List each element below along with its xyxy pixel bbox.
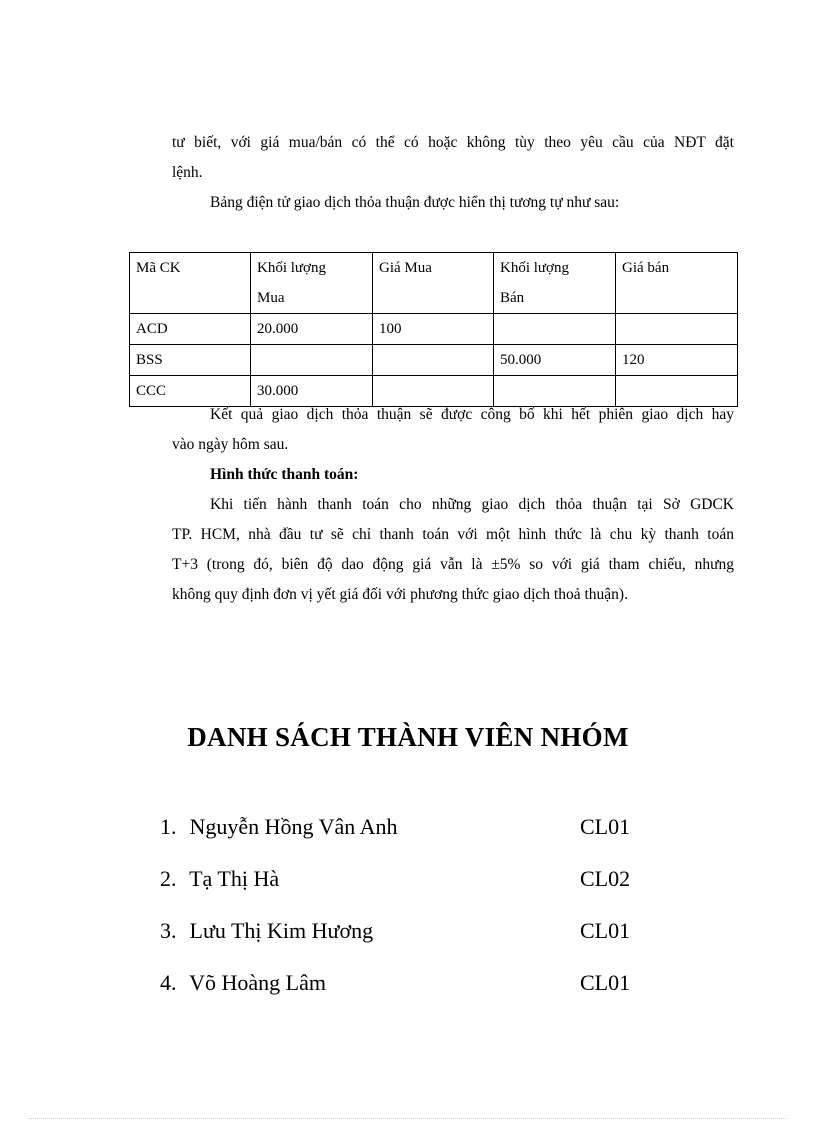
trading-board-table: [129, 252, 738, 407]
member-class: CL02: [580, 866, 631, 891]
members-heading: DANH SÁCH THÀNH VIÊN NHÓM: [187, 722, 629, 752]
payment-line-3: T+3 (trong đó, biên độ dao động giá vẫn là ±5% so với giá tham chiếu, nhưng: [172, 556, 734, 573]
table-row: [130, 314, 738, 345]
page-bottom-divider: [28, 1118, 788, 1119]
payment-line-4: không quy định đơn vị yết giá đối với phương thức giao dịch thoả thuận).: [172, 586, 628, 603]
intro-paragraph: [172, 128, 734, 218]
header-cell: Giá Mua: [373, 253, 494, 314]
table-cell: 30.000: [251, 376, 373, 407]
table-cell: CCC: [130, 376, 251, 407]
member-name: Tạ Thị Hà: [189, 866, 280, 891]
intro-line-2: lệnh.: [172, 164, 203, 181]
list-item: [160, 915, 680, 947]
table-cell: 50.000: [494, 345, 616, 376]
list-item: [160, 811, 680, 843]
table-cell: 20.000: [251, 314, 373, 345]
table-cell: [494, 314, 616, 345]
table-cell: [251, 345, 373, 376]
member-class: CL01: [580, 918, 631, 943]
result-line-2: vào ngày hôm sau.: [172, 436, 289, 453]
payment-line-2: TP. HCM, nhà đầu tư sẽ chỉ thanh toán với một hình thức là chu kỳ thanh toán: [172, 526, 734, 543]
list-item: [160, 967, 680, 999]
table-cell: [616, 314, 738, 345]
list-item: [160, 863, 680, 895]
table-row: [130, 345, 738, 376]
member-name: Lưu Thị Kim Hương: [189, 918, 374, 943]
result-paragraph: [172, 400, 734, 460]
intro-line-1: tư biết, với giá mua/bán có thể có hoặc không tùy theo yêu cầu của NĐT đặt: [172, 134, 734, 151]
table-cell: 120: [616, 345, 738, 376]
header-cell: Khối lượng Bán: [494, 253, 616, 314]
table-cell: [373, 345, 494, 376]
member-number: 1.: [160, 814, 177, 839]
member-class: CL01: [580, 814, 631, 839]
table-cell: ACD: [130, 314, 251, 345]
member-name: Nguyễn Hồng Vân Anh: [189, 814, 398, 839]
member-number: 3.: [160, 918, 177, 943]
header-cell: Khối lượng Mua: [251, 253, 373, 314]
table-cell: BSS: [130, 345, 251, 376]
header-cell: Mã CK: [130, 253, 251, 314]
payment-title: Hình thức thanh toán:: [210, 466, 359, 483]
intro-line-3: Bảng điện tử giao dịch thỏa thuận được hiển thị tương tự như sau:: [210, 194, 620, 211]
table-cell: 100: [373, 314, 494, 345]
member-class: CL01: [580, 970, 631, 995]
payment-line-1: Khi tiến hành thanh toán cho những giao dịch thỏa thuận tại Sở GDCK: [210, 496, 734, 513]
header-cell: Giá bán: [616, 253, 738, 314]
member-number: 2.: [160, 866, 177, 891]
payment-section: [172, 460, 734, 610]
table-header-row: [130, 253, 738, 314]
member-name: Võ Hoàng Lâm: [189, 970, 326, 995]
result-line-1: Kết quả giao dịch thỏa thuận sẽ được công bố khi hết phiên giao dịch hay: [210, 406, 734, 423]
member-number: 4.: [160, 970, 177, 995]
